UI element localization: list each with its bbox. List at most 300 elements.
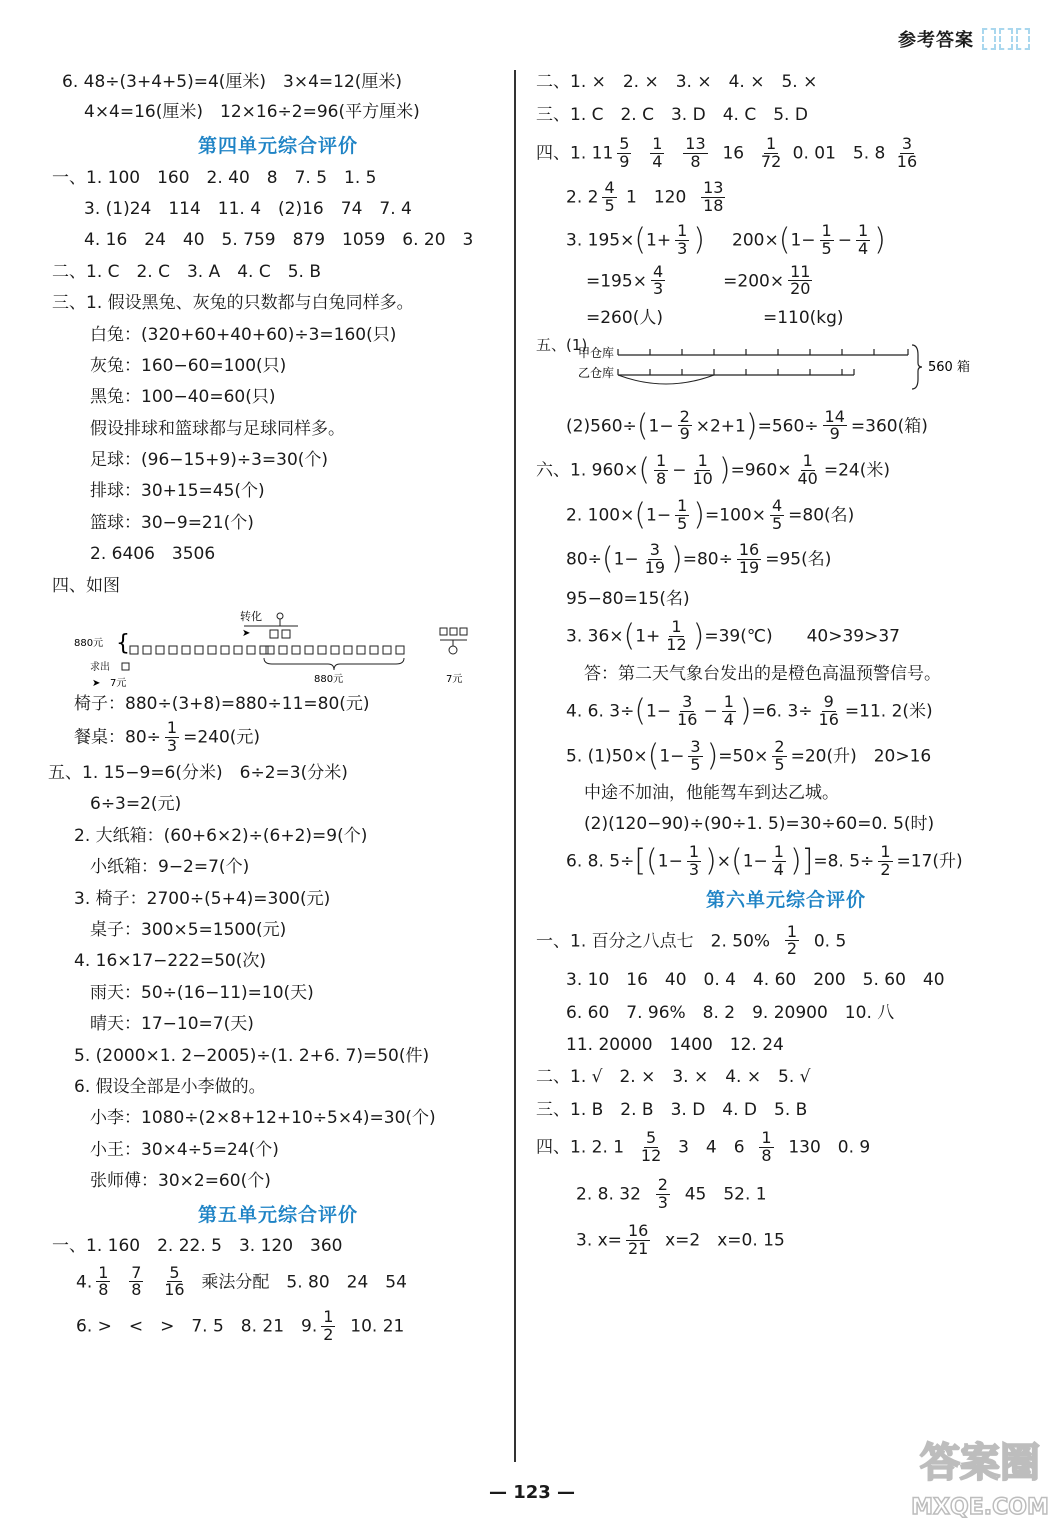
numerator: 1: [677, 220, 688, 240]
numerator: 5: [619, 133, 630, 153]
answer-line: 二、1. × 2. × 3. × 4. × 5. ×: [536, 72, 818, 92]
answer-line: [536, 335, 1036, 395]
numerator: 4: [771, 495, 783, 515]
header-title: 参考答案: [898, 30, 974, 51]
bracket: [: [634, 843, 647, 879]
answer-line: 6. 60 7. 96% 8. 2 9. 20900 10. 八: [566, 1002, 895, 1023]
denominator: 10: [692, 468, 713, 488]
denominator: 19: [644, 558, 666, 578]
text: −: [672, 460, 687, 481]
diagram-label: 7元: [110, 678, 127, 690]
diagram-squares-row: [440, 628, 467, 635]
paren: (: [730, 843, 743, 879]
diagram-squares-row: [130, 646, 268, 654]
text: 6. 8. 5÷: [566, 851, 635, 872]
text: 16: [722, 143, 745, 164]
numerator: 1: [656, 451, 667, 471]
answer-line: 篮球：30−9=21(个): [90, 512, 254, 533]
denominator: 9: [829, 424, 840, 444]
numerator: 13: [703, 178, 724, 198]
fraction: [772, 844, 786, 879]
text: 80÷: [566, 549, 602, 570]
numerator: 1: [880, 842, 891, 862]
section-title-unit4: 第四单元综合评价: [197, 134, 358, 157]
denominator: 3: [688, 860, 699, 880]
warehouse-diagram: [536, 335, 996, 395]
diagram-label: 甲仓库: [578, 345, 615, 360]
denominator: 5: [677, 513, 688, 533]
fraction: [654, 453, 668, 488]
text: =11. 2(米): [844, 701, 933, 722]
denominator: 5: [690, 754, 701, 774]
answer-line: 桌子：300×5=1500(元): [90, 919, 287, 940]
paren: ): [693, 497, 706, 533]
text: 2. 100×: [566, 505, 635, 526]
denominator: 2: [880, 860, 891, 880]
numerator: 1: [821, 220, 832, 240]
text: 3. 195×: [566, 230, 635, 251]
numerator: 1: [166, 718, 178, 738]
numerator: 1: [652, 133, 663, 153]
text: =39(℃) 40>39>37: [704, 626, 900, 647]
diagram-squares-row: [266, 630, 404, 654]
text: 5. (1)50×: [566, 746, 648, 767]
text: 4. 6. 3÷: [566, 701, 635, 722]
text: 3 4 6: [678, 1137, 745, 1158]
numerator: 1: [677, 495, 688, 515]
numerator: 1: [671, 617, 682, 637]
paren: ): [739, 693, 752, 729]
numerator: 2: [657, 1174, 668, 1194]
answer-line: [76, 1262, 504, 1300]
fraction: [823, 406, 847, 444]
paren: (: [647, 738, 660, 774]
text: 1+: [646, 230, 672, 251]
denominator: 20: [790, 279, 811, 299]
numerator: 1: [98, 1262, 109, 1282]
answer-line: [566, 694, 1036, 729]
diagram-label: 求出: [90, 662, 110, 674]
fraction: [675, 220, 689, 258]
denominator: 12: [640, 1146, 662, 1165]
numerator: 3: [682, 692, 693, 712]
fraction: [759, 133, 783, 171]
answer-line: 二、1. C 2. C 3. A 4. C 5. B: [52, 261, 322, 282]
numerator: 1: [697, 451, 708, 471]
denominator: 12: [666, 635, 687, 655]
answer-line: 三、1. 假设黑兔、灰兔的只数都与白兔同样多。: [52, 293, 414, 314]
denominator: 5: [821, 238, 832, 258]
text: =260(人): [586, 308, 663, 329]
answer-line: 一、1. 160 2. 22. 5 3. 120 360: [52, 1236, 343, 1257]
fraction: [602, 180, 616, 215]
text: 10. 21: [350, 1316, 405, 1337]
denominator: 3: [657, 1192, 668, 1212]
numerator: 9: [823, 692, 834, 712]
text: =360(箱): [850, 415, 928, 436]
answer-line: 答：第二天气象台发出的是橙色高温预警信号。: [584, 663, 941, 684]
fraction: [722, 694, 736, 729]
answer-line: 中途不加油，他能驾车到达乙城。: [584, 783, 839, 804]
denominator: 8: [761, 1146, 772, 1165]
paren: (: [778, 222, 791, 258]
fraction: [321, 1309, 335, 1344]
text: 1−: [659, 746, 685, 767]
denominator: 5: [771, 513, 783, 533]
answer-line: 2. 6406 3506: [90, 544, 216, 565]
text: 45 52. 1: [684, 1184, 767, 1205]
answer-line: [536, 133, 1036, 171]
numerator: 1: [323, 1307, 334, 1327]
fraction: [626, 1223, 650, 1258]
denominator: 4: [652, 151, 663, 171]
denominator: 16: [818, 710, 839, 730]
answer-line: 灰兔：160−60=100(只): [90, 355, 287, 376]
text: x=2 x=0. 15: [665, 1230, 785, 1251]
answer-line: 四、如图: [52, 575, 120, 596]
answer-line: 椅子：880÷(3+8)=880÷11=80(元): [74, 694, 370, 715]
page-header: [898, 26, 1030, 52]
denominator: 16: [164, 1280, 185, 1300]
denominator: 8: [98, 1280, 109, 1300]
text: 四、1. 11: [536, 143, 614, 164]
paren: (: [646, 843, 658, 879]
numerator: 1: [723, 692, 734, 712]
denominator: 9: [679, 424, 690, 444]
numerator: 3: [690, 736, 701, 756]
answer-line: [536, 921, 1036, 959]
numerator: 3: [649, 540, 660, 560]
text: =560÷: [757, 415, 819, 436]
fraction: [165, 720, 179, 755]
page-number: — 123 —: [488, 1482, 576, 1503]
text: 六、1. 960×: [536, 460, 639, 481]
answer-line: 一、1. 100 160 2. 40 8 7. 5 1. 5: [52, 167, 377, 188]
text: 0. 5: [813, 930, 847, 951]
section-title-unit6: 第六单元综合评价: [705, 888, 866, 911]
answer-line: (2)(120−90)÷(90÷1. 5)=30÷60=0. 5(时): [584, 813, 935, 834]
text: =80(名): [788, 505, 855, 526]
fraction: [96, 1262, 110, 1300]
numerator: 1: [688, 842, 699, 862]
conversion-diagram: [52, 602, 492, 692]
answer-line: 黑兔：100−40=60(只): [90, 387, 276, 408]
numerator: 1: [857, 220, 869, 240]
denominator: 3: [166, 736, 178, 756]
answer-line: [566, 844, 1036, 879]
fraction: [690, 453, 714, 488]
fraction: [678, 406, 692, 444]
diagram-arrow-icon: ➤: [242, 628, 251, 640]
answer-line: 雨天：50÷(16−11)=10(天): [90, 982, 314, 1003]
fraction: [129, 1262, 143, 1300]
text: 1 120: [626, 187, 687, 208]
text: ×2+1: [695, 415, 746, 436]
header-decoration-icon: [982, 28, 1030, 50]
answer-line: 11. 20000 1400 12. 24: [566, 1035, 784, 1056]
watermark-text: MXQE.COM: [911, 1495, 1049, 1520]
diagram-brace: {: [116, 631, 130, 657]
text: 4.: [76, 1271, 93, 1292]
answer-line: 3. 10 16 40 0. 4 4. 60 200 5. 60 40: [566, 970, 945, 991]
numerator: 2: [679, 406, 690, 426]
paren: ): [692, 618, 705, 654]
numerator: 1: [773, 842, 784, 862]
fraction: [820, 220, 834, 258]
right-column: [536, 72, 1036, 1258]
paren: (: [623, 618, 636, 654]
paren: (: [601, 541, 614, 577]
numerator: 11: [790, 261, 811, 281]
text: 130 0. 9: [788, 1137, 871, 1158]
diagram-label: 转化: [240, 610, 262, 624]
paren: (: [634, 693, 647, 729]
text: =80÷: [682, 549, 733, 570]
answer-line: 小王：30×4÷5=24(个): [90, 1139, 279, 1160]
text: =17(升): [896, 851, 963, 872]
answer-line: [536, 1130, 1036, 1165]
fraction: [856, 220, 870, 258]
fraction: [737, 542, 761, 577]
answer-line: 张师傅：30×2=60(个): [90, 1171, 271, 1192]
text: 1−: [648, 415, 674, 436]
denominator: 4: [723, 710, 734, 730]
numerator: 16: [627, 1221, 649, 1241]
paren: ): [718, 452, 731, 488]
paren: (: [634, 497, 647, 533]
text: 2. 8. 32: [576, 1184, 641, 1205]
text: 1−: [646, 701, 672, 722]
denominator: 72: [760, 151, 782, 171]
fraction: [664, 619, 688, 654]
text: =960×: [730, 460, 792, 481]
answer-line: [566, 180, 1036, 215]
fraction: [162, 1262, 186, 1300]
diagram-label: 880元: [74, 638, 104, 650]
answer-line: 2. 大纸箱：(60+6×2)÷(6+2)=9(个): [74, 825, 368, 846]
answer-line: [566, 495, 1036, 533]
text: 一、1. 百分之八点七 2. 50%: [536, 930, 771, 951]
answer-line: 4. 16 24 40 5. 759 879 1059 6. 20 3: [84, 230, 474, 251]
paren: ): [671, 541, 683, 577]
answer-line: 三、1. B 2. B 3. D 4. D 5. B: [536, 1099, 808, 1120]
answer-line: 3. (1)24 114 11. 4 (2)16 74 7. 4: [84, 198, 412, 219]
answer-line: 6. 假设全部是小李做的。: [74, 1076, 266, 1097]
fraction: [687, 844, 701, 879]
fraction: [788, 261, 812, 299]
denominator: 40: [797, 468, 818, 488]
text: 1−: [790, 230, 816, 251]
diagram-arrow-icon: ➤: [92, 678, 101, 690]
answer-line: 二、1. √ 2. × 3. × 4. × 5. √: [536, 1067, 811, 1088]
diagram-label: 560 箱: [928, 359, 970, 375]
fraction: [675, 495, 689, 533]
left-column: [48, 72, 504, 1345]
text: =100×: [705, 505, 766, 526]
answer-line: 三、1. C 2. C 3. D 4. C 5. D: [536, 105, 808, 126]
numerator: 1: [802, 451, 813, 471]
text: 2. 2: [566, 187, 599, 208]
column-divider: [514, 70, 516, 1462]
text: =200×: [723, 270, 785, 291]
answer-line: [566, 406, 1036, 444]
fraction: [643, 542, 667, 577]
denominator: 18: [703, 196, 724, 216]
denominator: 3: [652, 279, 664, 299]
denominator: 19: [738, 558, 760, 578]
numerator: 7: [131, 1262, 142, 1282]
diagram-label: 乙仓库: [578, 365, 615, 380]
paren: (: [634, 222, 647, 258]
paren: ): [874, 222, 886, 258]
fraction: [617, 133, 631, 171]
answer-line: [566, 542, 1036, 577]
numerator: 4: [652, 261, 664, 281]
paren: (: [638, 452, 651, 488]
answer-line: [566, 736, 1036, 774]
answer-line: 5. (2000×1. 2−2005)÷(1. 2+6. 7)=50(件): [74, 1045, 430, 1066]
answer-line: [586, 308, 1036, 328]
answer-line: [576, 1223, 1036, 1258]
text: 3. 36×: [566, 626, 624, 647]
numerator: 1: [786, 921, 798, 941]
answer-line: [74, 720, 504, 755]
fraction: [650, 133, 664, 171]
numerator: 2: [774, 736, 785, 756]
answer-line: 小纸箱：9−2=7(个): [90, 857, 250, 878]
text: 0. 01 5. 8: [792, 143, 886, 164]
fraction: [895, 133, 919, 171]
section-title-unit5: 第五单元综合评价: [197, 1203, 358, 1226]
text: =24(米): [823, 460, 890, 481]
denominator: 8: [656, 468, 667, 488]
fraction: [878, 844, 892, 879]
answer-line: 五、1. 15−9=6(分米) 6÷2=3(分米): [48, 763, 348, 784]
answer-line: [586, 261, 1036, 299]
text: −: [703, 701, 718, 722]
denominator: 2: [323, 1325, 334, 1345]
fraction: [796, 453, 820, 488]
denominator: 9: [619, 151, 630, 171]
answer-line: [566, 220, 1036, 258]
denominator: 16: [896, 151, 918, 171]
text: =8. 5÷: [813, 851, 875, 872]
fraction: [639, 1130, 663, 1165]
numerator: 5: [645, 1128, 657, 1148]
answer-line: [576, 1174, 1036, 1212]
text: 3. x=: [576, 1230, 622, 1251]
paren: ): [745, 407, 758, 443]
paren: ): [706, 738, 719, 774]
denominator: 21: [627, 1239, 649, 1259]
denominator: 4: [773, 860, 784, 880]
answer-line: [536, 453, 1036, 488]
fraction: [785, 921, 799, 959]
text: ×: [716, 851, 731, 872]
watermark-logo: [910, 1420, 1050, 1524]
text: 1−: [742, 851, 768, 872]
text: =50×: [718, 746, 769, 767]
text: =6. 3÷: [751, 701, 813, 722]
answer-line: 小李：1080÷(2×8+12+10÷5×4)=30(个): [90, 1108, 436, 1129]
fraction: [651, 261, 665, 299]
text: =195×: [586, 270, 647, 291]
answer-line: [76, 1309, 504, 1344]
text: 200×: [732, 230, 779, 251]
text: =240(元): [183, 727, 261, 748]
text: −: [837, 230, 852, 251]
diagram-square: [122, 663, 129, 670]
answer-line: 4. 16×17−222=50(次): [74, 951, 266, 972]
denominator: 3: [677, 238, 688, 258]
numerator: 4: [604, 178, 615, 198]
numerator: 14: [824, 406, 845, 426]
text: 四、1. 2. 1: [536, 1137, 625, 1158]
paren: ): [705, 843, 717, 879]
fraction: [675, 694, 699, 729]
fraction: [817, 694, 841, 729]
text: 五、(1): [536, 335, 588, 354]
answer-line: 假设排球和篮球都与足球同样多。: [90, 418, 345, 439]
answer-line: 6. 48÷(3+4+5)=4(厘米) 3×4=12(厘米): [62, 72, 403, 92]
fraction: [683, 133, 707, 171]
numerator: 13: [685, 133, 706, 153]
fraction: [656, 1174, 670, 1212]
answer-line: 足球：(96−15+9)÷3=30(个): [90, 450, 329, 471]
text: =20(升) 20>16: [790, 746, 932, 767]
text: =95(名): [765, 549, 832, 570]
answer-line: [566, 619, 1036, 654]
fraction: [770, 495, 784, 533]
denominator: 5: [774, 754, 785, 774]
diagram-label: 7元: [446, 674, 463, 686]
paren: ): [693, 222, 706, 258]
bracket: ]: [801, 843, 814, 879]
text: 1−: [646, 505, 672, 526]
text: (2)560÷: [566, 415, 637, 436]
numerator: 5: [169, 1262, 180, 1282]
denominator: 8: [690, 151, 701, 171]
watermark-text: 答案圈: [920, 1440, 1040, 1486]
diagram-label: 880元: [314, 674, 344, 686]
fraction: [701, 180, 725, 215]
answer-line: 晴天：17−10=7(天): [90, 1014, 254, 1035]
text: 餐桌：80÷: [74, 727, 161, 748]
denominator: 16: [677, 710, 698, 730]
denominator: 5: [604, 196, 615, 216]
numerator: 3: [901, 133, 913, 153]
answer-line: 白兔：(320+60+40+60)÷3=160(只): [90, 324, 397, 345]
answer-line: 6÷3=2(元): [90, 794, 182, 815]
denominator: 8: [131, 1280, 142, 1300]
answer-line: 3. 椅子：2700÷(5+4)=300(元): [74, 888, 331, 909]
text: 乘法分配 5. 80 24 54: [201, 1271, 407, 1292]
numerator: 1: [761, 1128, 772, 1148]
numerator: 1: [765, 133, 777, 153]
paren: ): [789, 843, 802, 879]
text: 6. > < > 7. 5 8. 21 9.: [76, 1316, 318, 1337]
paren: (: [636, 407, 649, 443]
answer-line: 排球：30+15=45(个): [90, 481, 265, 502]
denominator: 2: [786, 939, 798, 959]
fraction: [688, 736, 702, 774]
answer-line: 95−80=15(名): [566, 588, 690, 609]
numerator: 16: [738, 540, 760, 560]
text: =110(kg): [762, 308, 844, 329]
text: 1+: [635, 626, 661, 647]
text: 1−: [657, 851, 683, 872]
fraction: [772, 736, 786, 774]
